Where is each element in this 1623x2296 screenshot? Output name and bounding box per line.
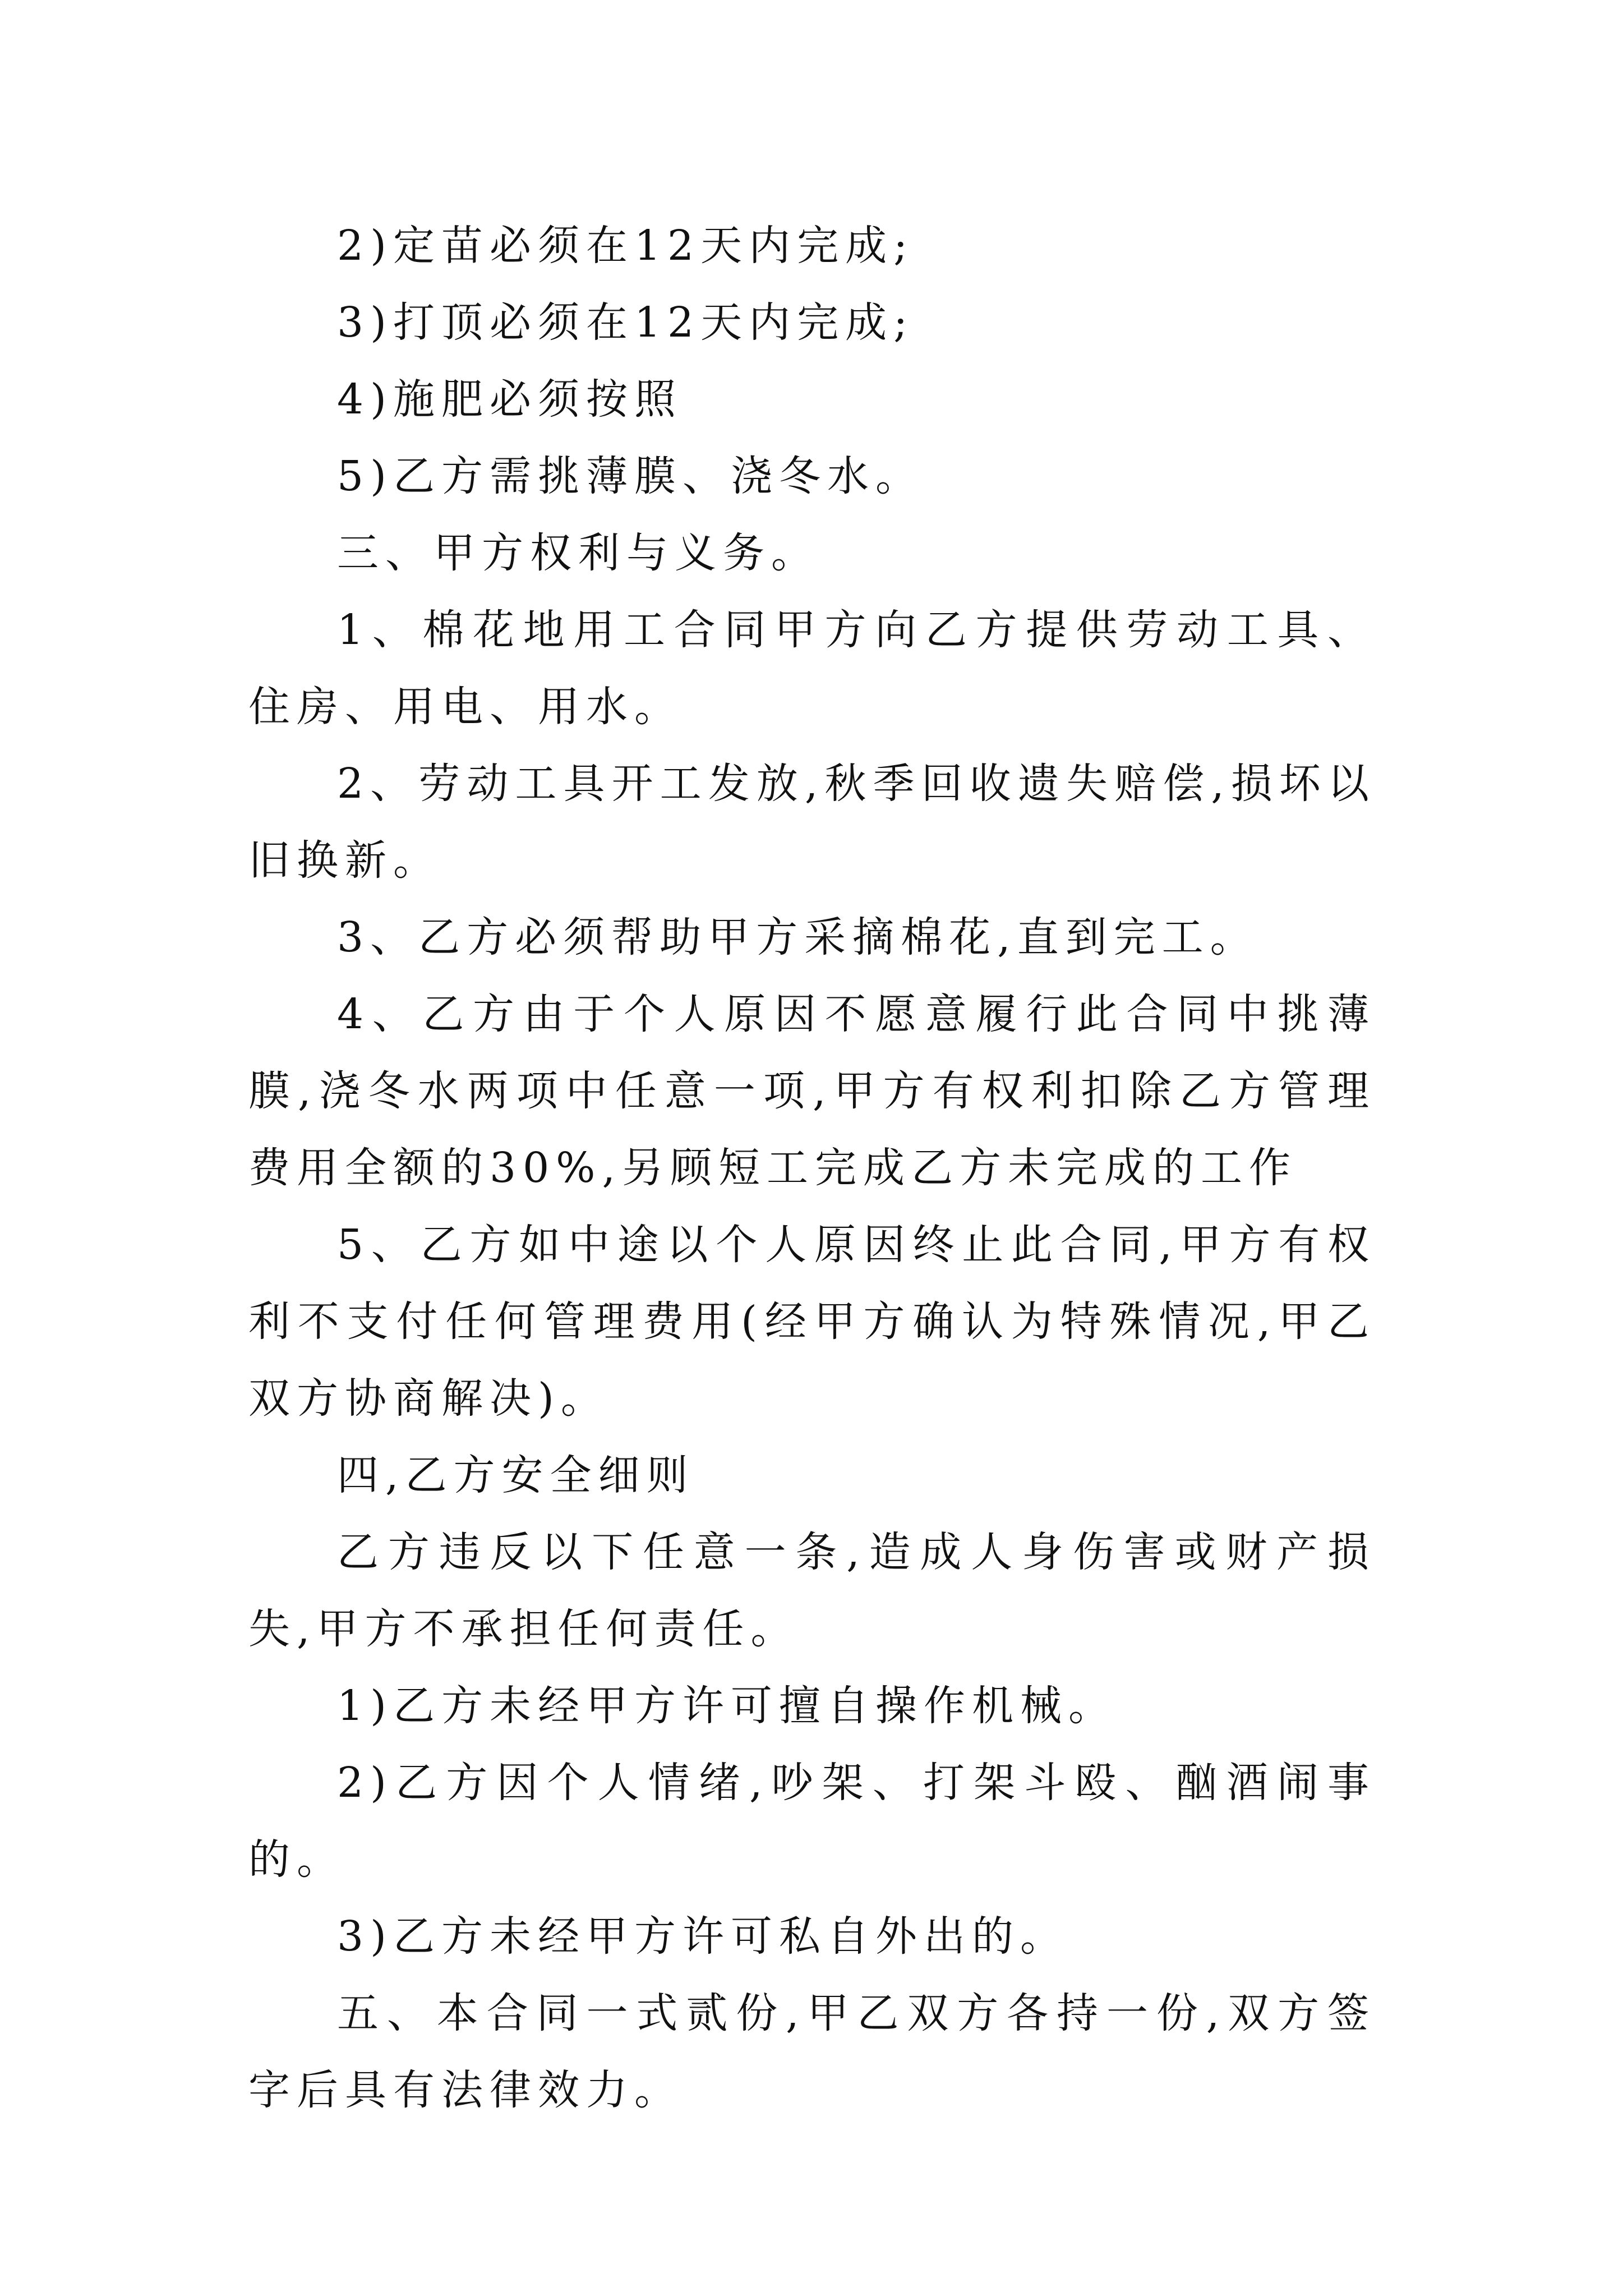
paragraph-2: 3)打顶必须在12天内完成; <box>337 298 915 347</box>
paragraph-13: 1)乙方未经甲方许可擅自操作机械。 <box>337 1682 1117 1730</box>
paragraph-3: 4)施肥必须按照 <box>337 375 683 424</box>
paragraph-4: 5)乙方需挑薄膜、浇冬水。 <box>337 452 924 500</box>
paragraph-1: 2)定苗必须在12天内完成; <box>337 222 915 270</box>
paragraph-14: 2)乙方因个人情绪,吵架、打架斗殴、酗酒闹事的。 <box>248 1759 1376 1884</box>
paragraph-6: 1、棉花地用工合同甲方向乙方提供劳动工具、住房、用电、用水。 <box>248 606 1376 731</box>
paragraph-7: 2、劳动工具开工发放,秋季回收遗失赔偿,损坏以旧换新。 <box>248 760 1376 885</box>
paragraph-10: 5、乙方如中途以个人原因终止此合同,甲方有权利不支付任何管理费用(经甲方确认为特殊情况,甲乙双方协商解决)。 <box>248 1221 1376 1423</box>
document-body <box>248 208 1376 2129</box>
paragraph-12: 乙方违反以下任意一条,造成人身伤害或财产损失,甲方不承担任何责任。 <box>248 1528 1376 1653</box>
section-heading-3: 三、甲方权利与义务。 <box>337 529 819 577</box>
paragraph-15: 3)乙方未经甲方许可私自外出的。 <box>337 1912 1068 1961</box>
paragraph-8: 3、乙方必须帮助甲方采摘棉花,直到完工。 <box>337 913 1258 961</box>
section-heading-5: 五、本合同一式贰份,甲乙双方各持一份,双方签字后具有法律效力。 <box>248 1989 1376 2114</box>
section-heading-4: 四,乙方安全细则 <box>337 1451 695 1499</box>
paragraph-9: 4、乙方由于个人原因不愿意履行此合同中挑薄膜,浇冬水两项中任意一项,甲方有权利扣除乙方管理费用全额的30%,另顾短工完成乙方未完成的工作 <box>248 990 1376 1192</box>
